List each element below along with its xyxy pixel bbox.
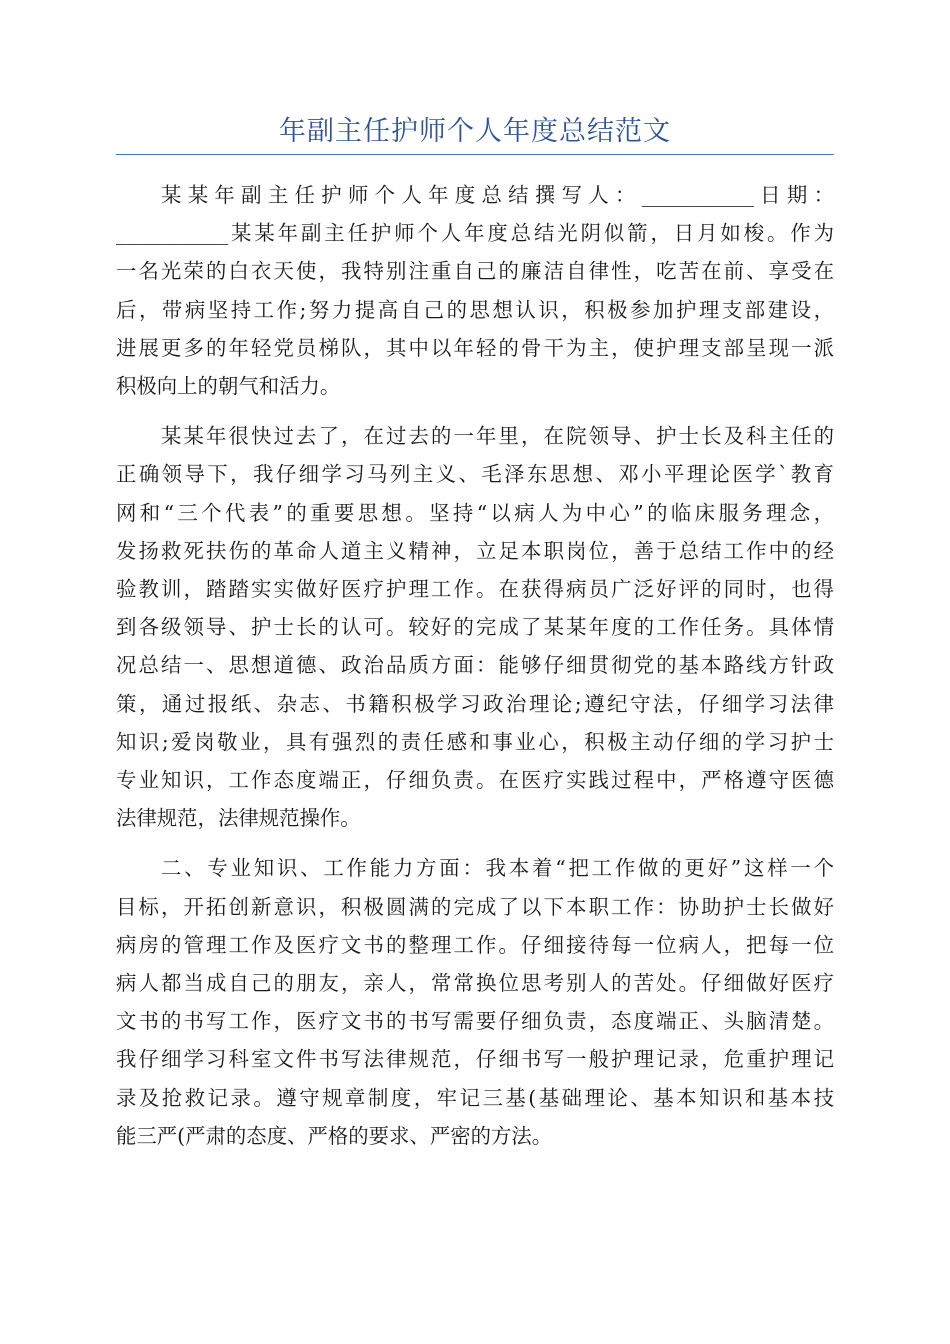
paragraph-line: 文书的书写工作，医疗文书的书写需要仔细负责，态度端正、头脑清楚。 (116, 1009, 834, 1034)
document-title: 年副主任护师个人年度总结范文 (279, 116, 671, 147)
paragraph-line: ___________某某年副主任护师个人年度总结光阴似箭，日月如梭。作为 (116, 221, 834, 246)
paragraph-line: 病房的管理工作及医疗文书的整理工作。仔细接待每一位病人，把每一位 (116, 932, 834, 957)
title-underline (116, 154, 834, 155)
paragraph-line: 正确领导下，我仔细学习马列主义、毛泽东思想、邓小平理论医学`教育 (116, 462, 834, 487)
paragraph-line: 网和“三个代表”的重要思想。坚持“以病人为中心”的临床服务理念， (116, 500, 834, 525)
paragraph-3 (116, 849, 834, 1155)
paragraph-line: 录及抢救记录。遵守规章制度，牢记三基(基础理论、基本知识和基本技 (116, 1085, 834, 1110)
paragraph-line: 一名光荣的白衣天使，我特别注重自己的廉洁自律性，吃苦在前、享受在 (116, 259, 834, 284)
paragraph-line: 况总结一、思想道德、政治品质方面：能够仔细贯彻党的基本路线方针政 (116, 653, 834, 678)
paragraph-line: 病人都当成自己的朋友，亲人，常常换位思考别人的苦处。仔细做好医疗 (116, 971, 834, 996)
paragraph-line: 知识;爱岗敬业，具有强烈的责任感和事业心，积极主动仔细的学习护士 (116, 729, 834, 754)
paragraph-1 (116, 176, 834, 405)
paragraph-line: 某某年副主任护师个人年度总结撰写人：___________日期： (161, 183, 834, 207)
paragraph-line: 目标，开拓创新意识，积极圆满的完成了以下本职工作：协助护士长做好 (116, 894, 834, 919)
paragraph-line: 验教训，踏踏实实做好医疗护理工作。在获得病员广泛好评的同时，也得 (116, 577, 834, 602)
paragraph-line: 专业知识，工作态度端正，仔细负责。在医疗实践过程中，严格遵守医德 (116, 768, 834, 793)
paragraph-2 (116, 417, 834, 837)
paragraph-line: 积极向上的朝气和活力。 (116, 374, 341, 399)
paragraph-line: 进展更多的年轻党员梯队，其中以年轻的骨干为主，使护理支部呈现一派 (116, 335, 834, 360)
paragraph-line: 策，通过报纸、杂志、书籍积极学习政治理论;遵纪守法，仔细学习法律 (116, 691, 834, 716)
paragraph-line: 后，带病坚持工作;努力提高自己的思想认识，积极参加护理支部建设， (116, 297, 834, 322)
paragraph-line: 二、专业知识、工作能力方面：我本着“把工作做的更好”这样一个 (161, 856, 834, 881)
paragraph-line: 到各级领导、护士长的认可。较好的完成了某某年度的工作任务。具体情 (116, 615, 834, 640)
paragraph-line: 某某年很快过去了，在过去的一年里，在院领导、护士长及科主任的 (161, 424, 834, 449)
document-body (116, 176, 834, 1167)
paragraph-line: 法律规范，法律规范操作。 (116, 806, 361, 831)
paragraph-line: 发扬救死扶伤的革命人道主义精神，立足本职岗位，善于总结工作中的经 (116, 538, 834, 563)
paragraph-line: 能三严(严肃的态度、严格的要求、严密的方法。 (116, 1123, 553, 1148)
paragraph-line: 我仔细学习科室文件书写法律规范，仔细书写一般护理记录，危重护理记 (116, 1047, 834, 1072)
